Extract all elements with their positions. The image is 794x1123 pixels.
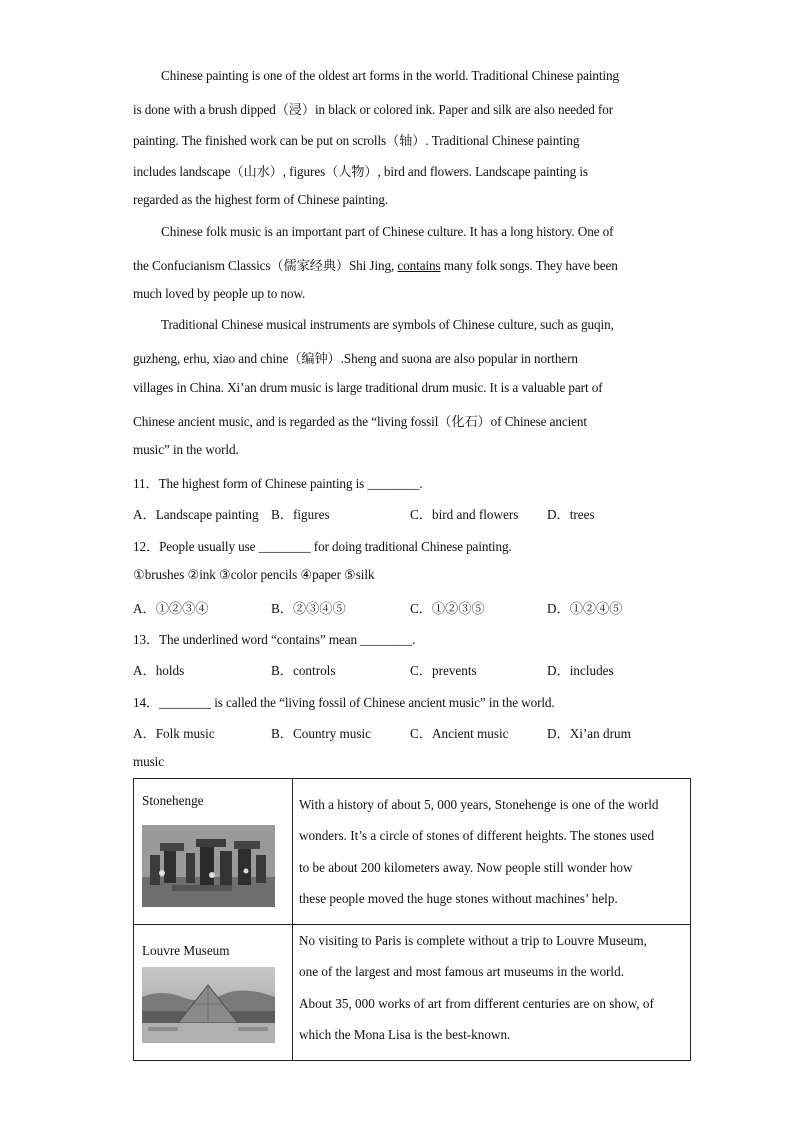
- description-line: one of the largest and most famous art museums in the world.: [299, 964, 624, 980]
- passage-line: Traditional Chinese musical instruments are symbols of Chinese culture, such as guqin,: [161, 317, 614, 332]
- answer-option[interactable]: A．holds: [133, 663, 185, 678]
- description-line: to be about 200 kilometers away. Now people still wonder how: [299, 859, 633, 875]
- landmark-name-cell: [134, 925, 293, 1061]
- table-row: [134, 925, 691, 1061]
- answer-option[interactable]: C．①②③⑤: [410, 601, 485, 616]
- stonehenge-photo: [142, 825, 275, 907]
- description-line: With a history of about 5, 000 years, Stonehenge is one of the world: [299, 797, 659, 812]
- answer-option[interactable]: C．bird and flowers: [410, 507, 519, 522]
- landmark-name: Louvre Museum: [142, 943, 230, 958]
- question-stem: 13．The underlined word “contains” mean ________.: [133, 632, 416, 647]
- passage-line: villages in China. Xi’an drum music is large traditional drum music. It is a valuable part of: [133, 380, 603, 395]
- answer-option[interactable]: C．prevents: [410, 663, 477, 678]
- passage-line: regarded as the highest form of Chinese painting.: [133, 192, 389, 207]
- landmarks-table: [133, 778, 691, 1061]
- landmark-name-cell: [134, 779, 293, 925]
- question-stem: 12．People usually use ________ for doing traditional Chinese painting.: [133, 539, 512, 554]
- passage-text: many folk songs. They have been: [440, 258, 618, 273]
- description-line: About 35, 000 works of art from different centuries are on show, of: [299, 995, 654, 1011]
- answer-option[interactable]: A．①②③④: [133, 601, 209, 616]
- answer-option[interactable]: B．Country music: [271, 726, 372, 741]
- passage-line: music” in the world.: [133, 442, 239, 457]
- answer-option[interactable]: D．Xi’an drum: [547, 726, 631, 741]
- description-line: wonders. It’s a circle of stones of different heights. The stones used: [299, 828, 655, 844]
- description-line: these people moved the huge stones without machines’ help.: [299, 890, 618, 906]
- landmark-description-cell: [293, 925, 691, 1061]
- description-line: No visiting to Paris is complete without a trip to Louvre Museum,: [299, 933, 647, 948]
- passage-line: Chinese painting is one of the oldest art forms in the world. Traditional Chinese painting: [161, 68, 619, 83]
- table-row: [134, 779, 691, 925]
- passage-line: [133, 255, 618, 274]
- passage-line: much loved by people up to now.: [133, 286, 306, 301]
- passage-line: painting. The finished work can be put on scrolls（轴）. Traditional Chinese painting: [133, 133, 580, 148]
- landmark-description-cell: [293, 779, 691, 925]
- answer-option[interactable]: D．includes: [547, 663, 614, 678]
- answer-option[interactable]: C．Ancient music: [410, 726, 509, 741]
- answer-option[interactable]: B．figures: [271, 507, 330, 522]
- louvre-photo: [142, 967, 275, 1043]
- passage-text: the Confucianism Classics（儒家经典）Shi Jing,: [133, 258, 398, 273]
- answer-option[interactable]: A．Folk music: [133, 726, 215, 741]
- answer-option-wrap: music: [133, 754, 165, 769]
- answer-option[interactable]: B．②③④⑤: [271, 601, 346, 616]
- underlined-word: contains: [397, 258, 441, 273]
- passage-line: guzheng, erhu, xiao and chine（编钟）.Sheng and suona are also popular in northern: [133, 351, 578, 366]
- passage-line: Chinese folk music is an important part of Chinese culture. It has a long history. One of: [161, 224, 614, 239]
- passage-line: includes landscape（山水）, figures（人物）, bird and flowers. Landscape painting is: [133, 164, 588, 179]
- landmark-description: [293, 925, 690, 1056]
- description-line: which the Mona Lisa is the best-known.: [299, 1026, 511, 1042]
- answer-option[interactable]: D．①②④⑤: [547, 601, 623, 616]
- answer-option[interactable]: B．controls: [271, 663, 336, 678]
- landmark-name: Stonehenge: [142, 793, 204, 808]
- answer-option[interactable]: D．trees: [547, 507, 595, 522]
- landmark-description: [293, 779, 690, 920]
- question-stem: 14．________ is called the “living fossil of Chinese ancient music” in the world.: [133, 695, 555, 710]
- question-note: ①brushes ②ink ③color pencils ④paper ⑤silk: [133, 567, 375, 582]
- passage-line: Chinese ancient music, and is regarded as the “living fossil（化石）of Chinese ancient: [133, 414, 587, 429]
- question-stem: 11．The highest form of Chinese painting is ________.: [133, 476, 423, 491]
- answer-option[interactable]: A．Landscape painting: [133, 507, 259, 522]
- passage-line: is done with a brush dipped（浸）in black or colored ink. Paper and silk are also needed for: [133, 102, 614, 117]
